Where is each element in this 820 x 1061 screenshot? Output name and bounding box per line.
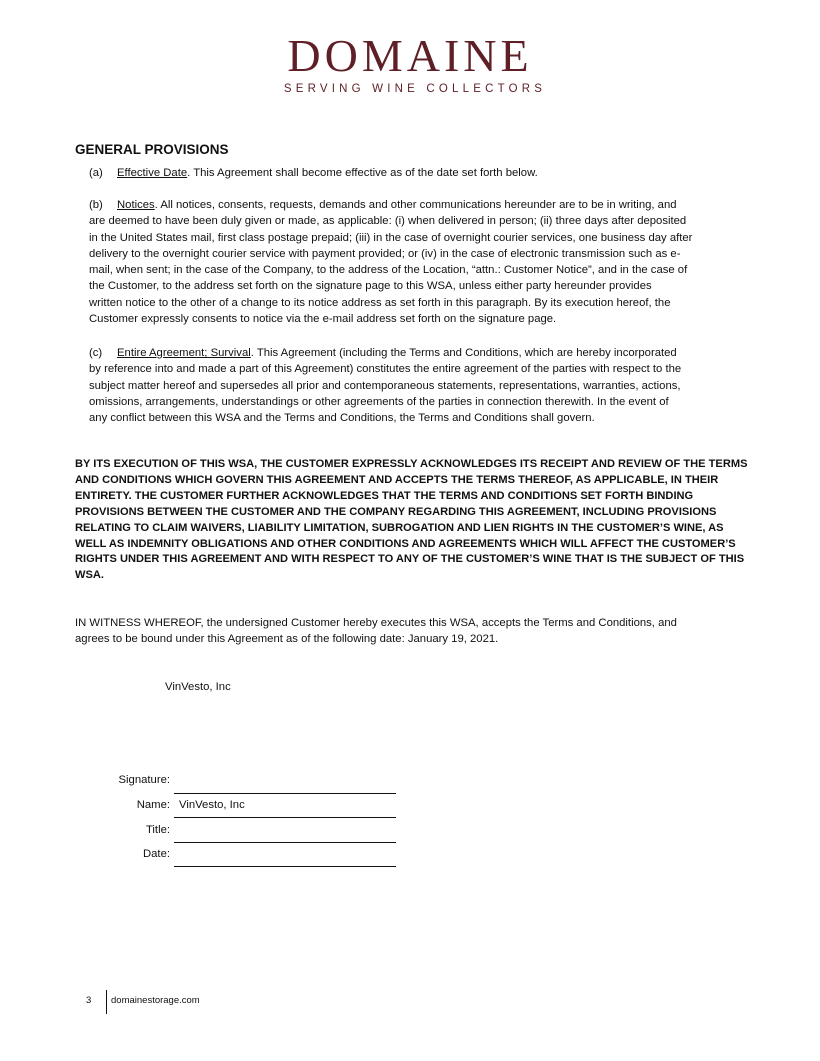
- paragraph-effective-date: [89, 165, 749, 181]
- paragraph-number: (c): [89, 347, 103, 359]
- logo-subtitle: SERVING WINE COLLECTORS: [283, 83, 547, 95]
- paragraph-line: subject matter hereof and supersedes all prior and contemporaneous statements, representations, warranties, actions,: [89, 379, 681, 392]
- acknowledgement-line: RIGHTS UNDER THIS AGREEMENT AND WITH RESPECT TO ANY OF THE CUSTOMER’S WINE THAT IS THE SUBJECT OF THIS: [75, 553, 745, 566]
- paragraph-number: (b): [89, 199, 103, 211]
- paragraph-line: delivery to the overnight courier service with payment provided; or (iv) in the case of electronic transmission such as e-: [89, 247, 681, 260]
- paragraph-line: any conflict between this WSA and the Terms and Conditions, the Terms and Conditions shall govern.: [89, 412, 595, 425]
- footer-divider: [106, 990, 107, 1014]
- paragraph-number: (a): [89, 167, 103, 179]
- date-label: Date:: [142, 848, 170, 860]
- name-label: Name:: [136, 799, 170, 811]
- title-label: Title:: [145, 824, 170, 836]
- date-field[interactable]: [174, 866, 396, 867]
- paragraph-line: in the United States mail, first class postage prepaid; (iii) in the case of overnight courier services, one business day after: [89, 231, 693, 244]
- signature-field[interactable]: [174, 793, 396, 794]
- paragraph-heading: Notices: [117, 199, 155, 211]
- witness-statement: [75, 615, 755, 648]
- paragraph-line: omissions, arrangements, understandings or other agreements of the parties in connection therewith. In the event of: [89, 395, 669, 408]
- section-title: GENERAL PROVISIONS: [75, 142, 229, 157]
- acknowledgement-line: ENTIRETY. THE CUSTOMER FURTHER ACKNOWLEDGES THAT THE TERMS AND CONDITIONS SET FORTH BINDING: [75, 489, 694, 502]
- acknowledgement-line: AND CONDITIONS WHICH GOVERN THIS AGREEMENT AND ACCEPTS THE TERMS THEREOF, AS APPLICABLE, IN THEIR: [75, 473, 719, 486]
- acknowledgement-line: WSA.: [75, 569, 104, 582]
- page-number: 3: [86, 995, 92, 1006]
- paragraph-text: . All notices, consents, requests, demands and other communications hereunder are to be in writing, and: [154, 199, 677, 211]
- witness-line: IN WITNESS WHEREOF, the undersigned Customer hereby executes this WSA, accepts the Terms and Conditions, and: [75, 617, 677, 629]
- acknowledgement-line: RELATING TO CLAIM WAIVERS, LIABILITY LIMITATION, SUBROGATION AND LIEN RIGHTS IN THE CUSTOMER’S WINE, AS: [75, 521, 724, 534]
- footer-url: domainestorage.com: [111, 995, 200, 1006]
- name-value: VinVesto, Inc: [179, 799, 245, 811]
- paragraph-text: . This Agreement (including the Terms and Conditions, which are hereby incorporated: [250, 347, 677, 359]
- paragraph-notices: [89, 197, 749, 327]
- paragraph-line: by reference into and made a part of this Agreement) constitutes the entire agreement of the parties with respect to the: [89, 363, 682, 376]
- paragraph-line: [89, 345, 749, 361]
- paragraph-line: are deemed to have been duly given or made, as applicable: (i) when delivered in person; (ii) three days after deposited: [89, 215, 687, 228]
- logo-title: DOMAINE: [287, 30, 533, 81]
- paragraph-line: the Customer, to the address set forth on the signature page to this WSA, unless either party hereunder provides: [89, 280, 652, 293]
- paragraph-line: Customer expressly consents to notice via the e-mail address set forth on the signature page.: [89, 313, 557, 326]
- witness-line: agrees to be bound under this Agreement as of the following date: January 19, 2021.: [75, 633, 499, 646]
- paragraph-heading: Effective Date: [117, 167, 188, 179]
- name-field[interactable]: [174, 817, 396, 818]
- paragraph-line: written notice to the other of a change to its notice address as set forth in this paragraph. By its execution hereof, the: [89, 296, 671, 309]
- paragraph-text: . This Agreement shall become effective as of the date set forth below.: [187, 167, 538, 179]
- paragraph-line: mail, when sent; in the case of the Company, to the address of the Location, “attn.: Customer Notice”, and in the case of: [89, 264, 688, 277]
- signature-label: Signature:: [118, 774, 170, 786]
- paragraph-entire-agreement: [89, 345, 749, 426]
- acknowledgement-block: [75, 457, 755, 584]
- title-field[interactable]: [174, 842, 396, 843]
- customer-company-name: VinVesto, Inc: [165, 681, 231, 693]
- acknowledgement-line: WELL AS INDEMNITY OBLIGATIONS AND OTHER CONDITIONS AND AGREEMENTS WHICH WILL AFFECT THE CUSTOMER’S: [75, 537, 736, 550]
- paragraph-heading: Entire Agreement; Survival: [117, 347, 251, 359]
- acknowledgement-line: PROVISIONS BETWEEN THE CUSTOMER AND THE COMPANY REGARDING THIS AGREEMENT, INCLUDING PROVISIONS: [75, 505, 717, 518]
- paragraph-line: [89, 197, 749, 213]
- acknowledgement-line: BY ITS EXECUTION OF THIS WSA, THE CUSTOMER EXPRESSLY ACKNOWLEDGES ITS RECEIPT AND REVIEW OF THE TERMS: [75, 458, 748, 470]
